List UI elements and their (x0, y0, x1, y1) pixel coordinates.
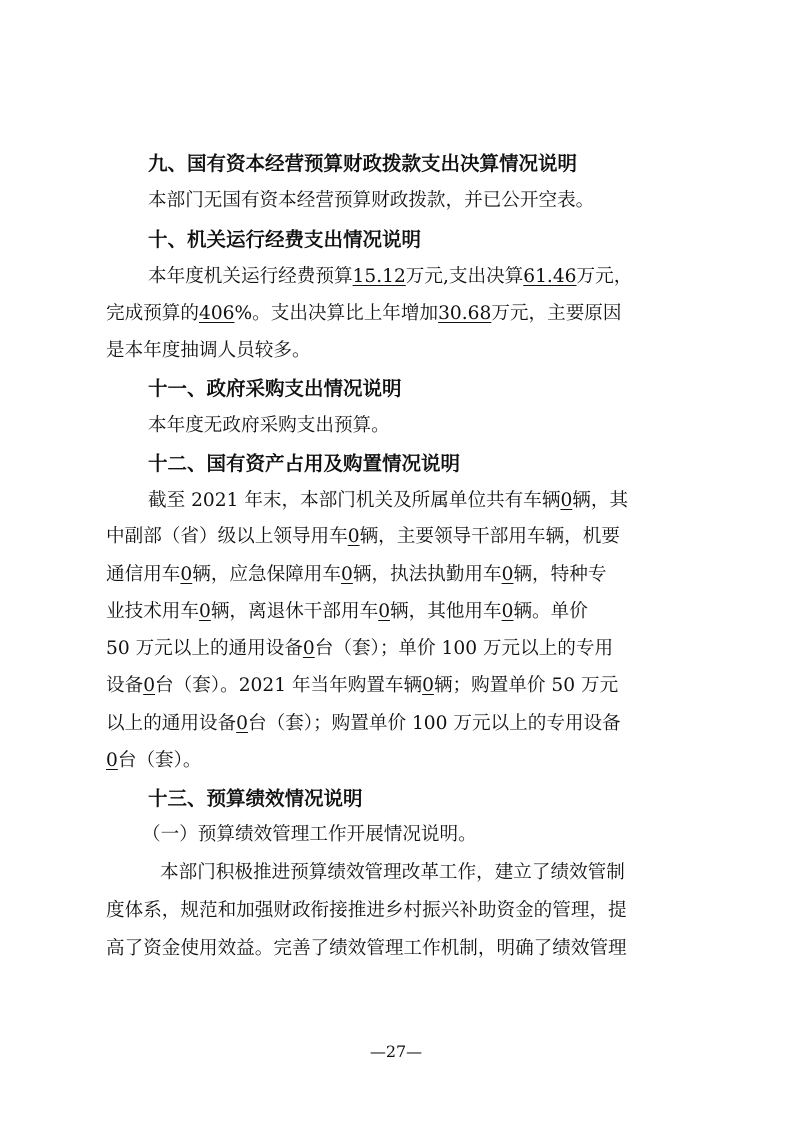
text: 辆；购置单价 50 万元 (433, 675, 619, 696)
text: 通信用车 (106, 564, 181, 585)
value: 0 (422, 675, 434, 696)
text: 万元,支出决算 (405, 266, 524, 287)
value: 0 (236, 713, 249, 734)
page-number: —27— (369, 1042, 423, 1061)
text: 辆，特种专 (513, 564, 607, 585)
section-13-line-3: 高了资金使用效益。完善了绩效管理工作机制，明确了绩效管理 (106, 938, 627, 959)
text: 设备 (106, 675, 144, 696)
text: 50 万元以上的通用设备 (106, 638, 303, 659)
value: 0 (106, 750, 118, 771)
actual-value: 61.46 (523, 266, 577, 287)
section-12-line-7 (106, 709, 792, 747)
section-13-heading: 十三、预算绩效情况说明 (148, 787, 363, 810)
text: 中副部（省）级以上领导用车 (106, 526, 348, 547)
budget-value: 15.12 (352, 266, 406, 287)
text: 本年度机关运行经费预算 (148, 266, 353, 287)
section-11-body: 本年度无政府采购支出预算。 (148, 415, 390, 436)
section-12-line-1 (148, 486, 792, 524)
text: 截至 2021 年末，本部门机关及所属单位共有车辆 (148, 490, 561, 511)
text: 台（套）；购置单价 100 万元以上的专用设备 (248, 713, 621, 734)
section-13-subheading: （一）预算绩效管理工作开展情况说明。 (142, 824, 477, 845)
section-12-heading: 十二、国有资产占用及购置情况说明 (148, 452, 461, 475)
value: 0 (347, 526, 360, 547)
text: 辆，主要领导干部用车辆，机要 (359, 526, 620, 547)
text: 辆，其他用车 (390, 601, 502, 622)
text: 辆，其 (572, 490, 629, 511)
section-10-line-3: 是本年度抽调人员较多。 (106, 340, 311, 361)
text: 辆。单价 (513, 601, 588, 622)
value: 0 (180, 564, 193, 585)
text: 台（套）。2021 年当年购置车辆 (155, 675, 423, 696)
increase-value: 30.68 (438, 303, 492, 324)
value: 0 (341, 564, 353, 585)
section-10-line-1 (148, 262, 792, 300)
section-10-line-2 (106, 299, 792, 337)
text: 辆，离退休干部用车 (210, 601, 379, 622)
section-9-body: 本部门无国有资本经营预算财政拨款，并已公开空表。 (148, 190, 595, 211)
section-13-line-1: 本部门积极推进预算绩效管理改革工作，建立了绩效管制 (160, 862, 625, 883)
text: 万元，主要原因 (491, 303, 622, 324)
section-13-line-2: 度体系，规范和加强财政衔接推进乡村振兴补助资金的管理，提 (106, 900, 627, 921)
text: 完成预算的 (106, 303, 199, 324)
section-9-heading: 九、国有资本经营预算财政拨款支出决算情况说明 (148, 152, 578, 175)
text: 辆，执法执勤用车 (352, 564, 502, 585)
text: 辆，应急保障用车 (192, 564, 341, 585)
text: %。支出决算比上年增加 (234, 303, 439, 324)
value: 0 (302, 638, 315, 659)
value: 0 (378, 601, 391, 622)
value: 0 (143, 675, 156, 696)
section-10-heading: 十、机关运行经费支出情况说明 (148, 228, 422, 251)
text: 台（套）。 (117, 750, 202, 771)
text: 万元， (576, 266, 633, 287)
text: 业技术用车 (106, 601, 199, 622)
section-12-line-8 (106, 746, 792, 784)
text: 以上的通用设备 (106, 713, 237, 734)
value: 0 (501, 564, 514, 585)
text: 台（套）；单价 100 万元以上的专用 (314, 638, 614, 659)
section-12-line-6 (106, 671, 792, 709)
section-12-line-3 (106, 560, 792, 598)
vehicle-count: 0 (560, 490, 573, 511)
percent-value: 406 (198, 303, 235, 324)
section-12-line-5 (106, 634, 792, 672)
value: 0 (198, 601, 211, 622)
section-11-heading: 十一、政府采购支出情况说明 (148, 377, 402, 400)
section-12-line-4 (106, 597, 792, 635)
section-12-line-2 (106, 522, 792, 560)
value: 0 (501, 601, 514, 622)
